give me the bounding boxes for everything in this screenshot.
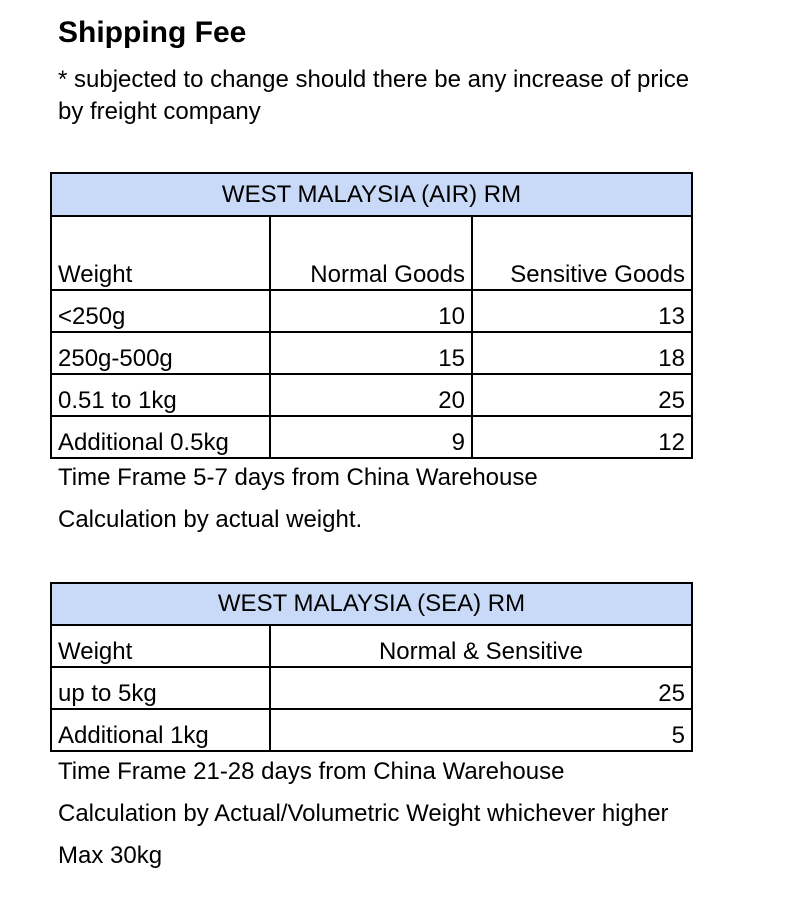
air-sensitive-price-cell: 25: [472, 374, 692, 416]
air-weight-cell: 250g-500g: [51, 332, 270, 374]
table-row: [51, 667, 692, 709]
sea-shipping-table: [50, 582, 693, 752]
air-col-sensitive-goods: Sensitive Goods: [472, 216, 692, 290]
air-calculation-note: Calculation by actual weight.: [58, 506, 363, 533]
air-table-header-row: [51, 216, 692, 290]
table-row: [51, 709, 692, 751]
sea-col-normal-sensitive: Normal & Sensitive: [270, 625, 692, 667]
air-weight-cell: Additional 0.5kg: [51, 416, 270, 458]
air-normal-price-cell: 20: [270, 374, 472, 416]
table-row: [51, 416, 692, 458]
sea-table-heading-row: [51, 583, 692, 625]
air-normal-price-cell: 9: [270, 416, 472, 458]
price-change-note: * subjected to change should there be any increase of price by freight company: [58, 66, 690, 125]
air-normal-price-cell: 10: [270, 290, 472, 332]
sea-time-frame: Time Frame 21-28 days from China Warehouse: [58, 758, 565, 785]
air-table-heading-row: [51, 173, 692, 216]
air-shipping-table: [50, 172, 693, 459]
air-weight-cell: 0.51 to 1kg: [51, 374, 270, 416]
sea-weight-cell: Additional 1kg: [51, 709, 270, 751]
page-title: Shipping Fee: [58, 16, 247, 49]
air-weight-cell: <250g: [51, 290, 270, 332]
air-sensitive-price-cell: 12: [472, 416, 692, 458]
air-col-weight: Weight: [51, 216, 270, 290]
table-row: [51, 290, 692, 332]
air-time-frame: Time Frame 5-7 days from China Warehouse: [58, 464, 538, 491]
sea-table-heading: WEST MALAYSIA (SEA) RM: [51, 583, 692, 625]
air-sensitive-price-cell: 13: [472, 290, 692, 332]
air-normal-price-cell: 15: [270, 332, 472, 374]
air-sensitive-price-cell: 18: [472, 332, 692, 374]
table-row: [51, 374, 692, 416]
table-row: [51, 332, 692, 374]
air-table-heading: WEST MALAYSIA (AIR) RM: [51, 173, 692, 216]
sea-max-weight: Max 30kg: [58, 842, 163, 869]
sea-price-cell: 5: [270, 709, 692, 751]
air-col-normal-goods: Normal Goods: [270, 216, 472, 290]
sea-weight-cell: up to 5kg: [51, 667, 270, 709]
sea-table-header-row: [51, 625, 692, 667]
sea-price-cell: 25: [270, 667, 692, 709]
sea-calculation-note: Calculation by Actual/Volumetric Weight whichever higher: [58, 800, 669, 827]
sea-col-weight: Weight: [51, 625, 270, 667]
